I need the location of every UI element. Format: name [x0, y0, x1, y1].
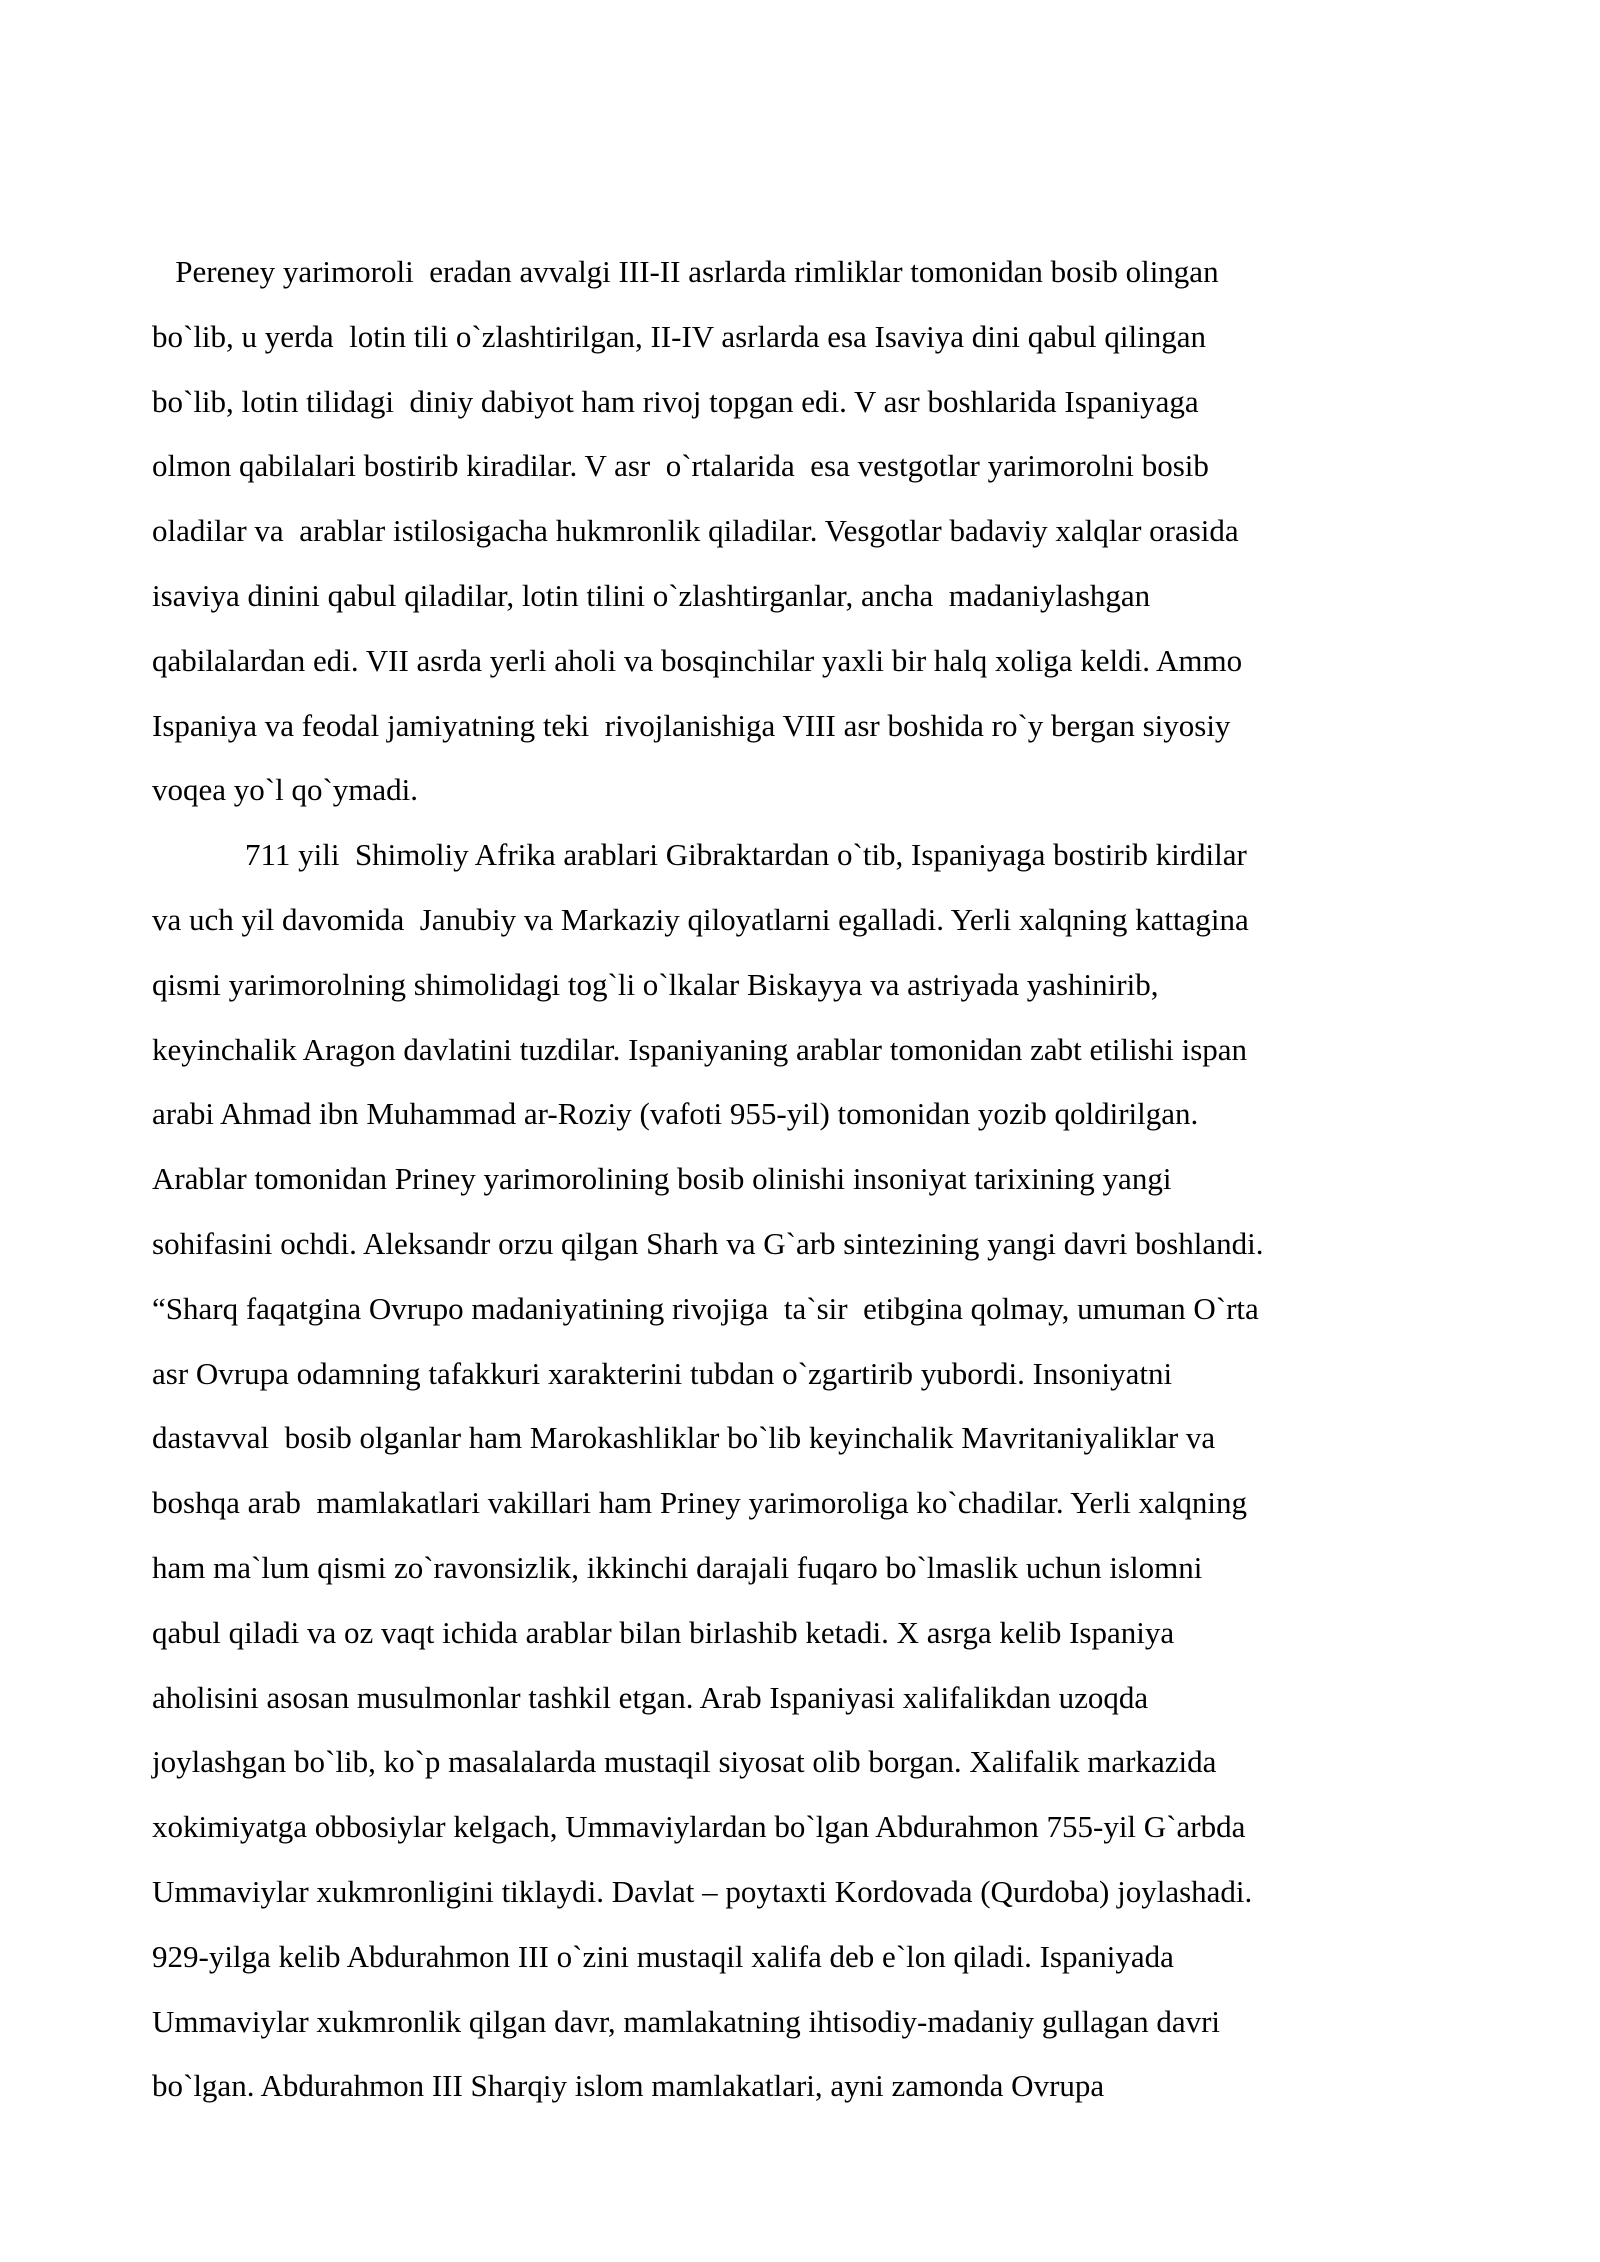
- text-line: Ummaviylar xukmronlik qilgan davr, mamlakatning ihtisodiy-madaniy gullagan davri: [152, 2003, 1221, 2039]
- text-line: qismi yarimorolning shimolidagi tog`li o`lkalar Biskayya va astriyada yashinirib,: [152, 966, 1159, 1002]
- text-line: asr Ovrupa odamning tafakkuri xarakterini tubdan o`zgartirib yubordi. Insoniyatni: [152, 1355, 1173, 1391]
- text-line: 711 yili Shimoliy Afrika arablari Gibraktardan o`tib, Ispaniyaga bostirib kirdilar: [152, 837, 1247, 873]
- text-line: ham ma`lum qismi zo`ravonsizlik, ikkinchi darajali fuqaro bo`lmaslik uchun islomni: [152, 1549, 1203, 1585]
- text-line: bo`lgan. Abdurahmon III Sharqiy islom mamlakatlari, ayni zamonda Ovrupa: [152, 2068, 1105, 2104]
- text-line: 929-yilga kelib Abdurahmon III o`zini mustaqil xalifa deb e`lon qiladi. Ispaniyada: [152, 1938, 1174, 1974]
- text-line: Arablar tomonidan Priney yarimorolining bosib olinishi insoniyat tarixining yangi: [152, 1161, 1172, 1197]
- text-line: olmon qabilalari bostirib kiradilar. V asr o`rtalarida esa vestgotlar yarimorolni bosib: [152, 448, 1209, 484]
- text-line: voqea yo`l qo`ymadi.: [152, 772, 419, 808]
- text-line: keyinchalik Aragon davlatini tuzdilar. Ispaniyaning arablar tomonidan zabt etilishi ispan: [152, 1031, 1248, 1067]
- text-line: qabul qiladi va oz vaqt ichida arablar bilan birlashib ketadi. X asrga kelib Ispaniya: [152, 1614, 1175, 1650]
- text-line: arabi Ahmad ibn Muhammad ar-Roziy (vafoti 955-yil) tomonidan yozib qoldirilgan.: [152, 1096, 1199, 1132]
- body-text: [152, 240, 1512, 2119]
- text-line: va uch yil davomida Janubiy va Markaziy qiloyatlarni egalladi. Yerli xalqning kattagina: [152, 901, 1249, 937]
- text-line: qabilalardan edi. VII asrda yerli aholi va bosqinchilar yaxli bir halq xoliga keldi. Ammo: [152, 642, 1243, 678]
- text-line: dastavval bosib olganlar ham Marokashliklar bo`lib keyinchalik Mavritaniyaliklar va: [152, 1420, 1216, 1456]
- text-line: Ispaniya va feodal jamiyatning teki rivojlanishiga VIII asr boshida ro`y bergan siyosiy: [152, 707, 1231, 743]
- text-line: bo`lib, lotin tilidagi diniy dabiyot ham rivoj topgan edi. V asr boshlarida Ispaniyaga: [152, 383, 1199, 419]
- text-line: “Sharq faqatgina Ovrupo madaniyatining rivojiga ta`sir etibgina qolmay, umuman O`rta: [152, 1290, 1259, 1326]
- text-line: joylashgan bo`lib, ko`p masalalarda mustaqil siyosat olib borgan. Xalifalik markazida: [152, 1744, 1217, 1780]
- text-line: bo`lib, u yerda lotin tili o`zlashtirilgan, II-IV asrlarda esa Isaviya dini qabul qilingan: [152, 318, 1206, 354]
- text-line: xokimiyatga obbosiylar kelgach, Ummaviylardan bo`lgan Abdurahmon 755-yil G`arbda: [152, 1809, 1246, 1845]
- text-line: boshqa arab mamlakatlari vakillari ham Priney yarimoroliga ko`chadilar. Yerli xalqning: [152, 1485, 1248, 1521]
- text-line: isaviya dinini qabul qiladilar, lotin tilini o`zlashtirganlar, ancha madaniylashgan: [152, 577, 1151, 613]
- text-line: Pereney yarimoroli eradan avvalgi III-II asrlarda rimliklar tomonidan bosib olingan: [152, 254, 1219, 289]
- text-line: Ummaviylar xukmronligini tiklaydi. Davlat – poytaxti Kordovada (Qurdoba) joylashadi.: [152, 1873, 1253, 1909]
- text-line: sohifasini ochdi. Aleksandr orzu qilgan Sharh va G`arb sintezining yangi davri boshlandi.: [152, 1225, 1264, 1261]
- text-line: aholisini asosan musulmonlar tashkil etgan. Arab Ispaniyasi xalifalikdan uzoqda: [152, 1679, 1149, 1715]
- text-line: oladilar va arablar istilosigacha hukmronlik qiladilar. Vesgotlar badaviy xalqlar orasida: [152, 513, 1239, 549]
